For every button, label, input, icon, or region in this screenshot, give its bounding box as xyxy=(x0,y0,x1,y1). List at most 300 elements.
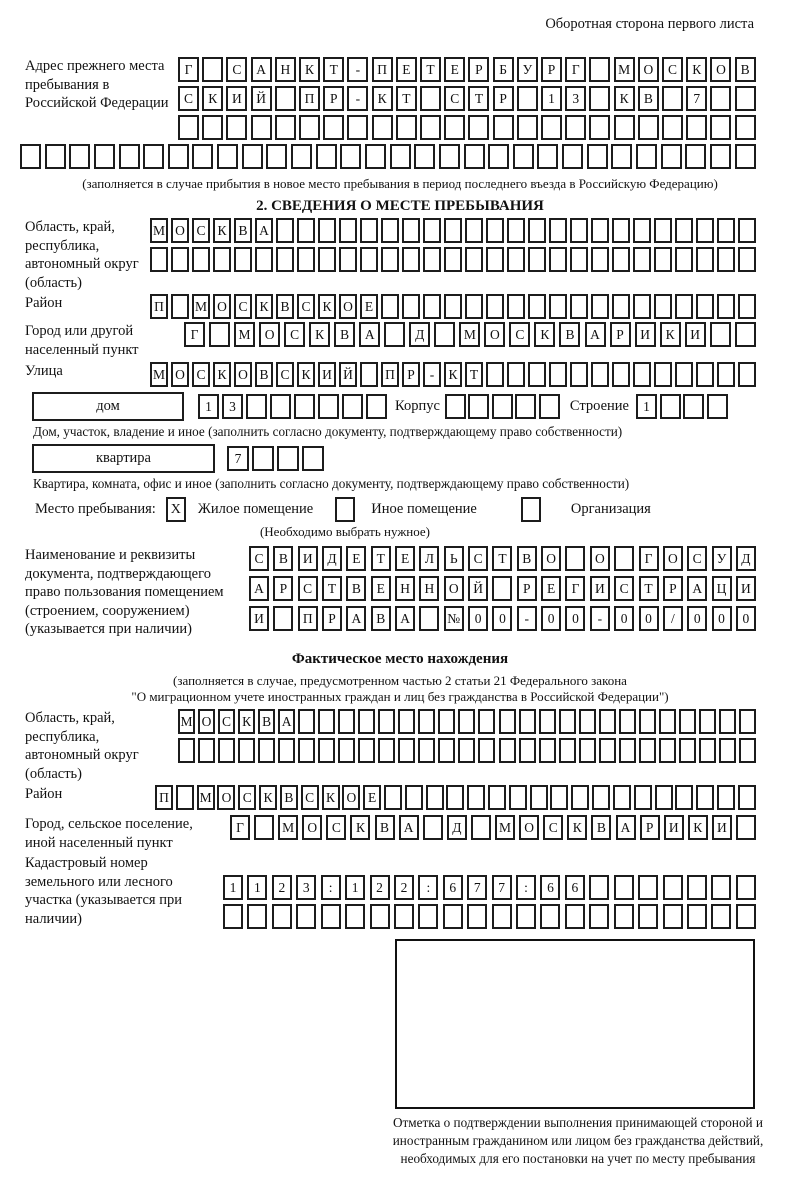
form-cell: Д xyxy=(736,546,756,571)
form-cell: О xyxy=(710,57,731,82)
form-cell xyxy=(251,115,272,140)
form-cell xyxy=(402,294,420,319)
form-cell: О xyxy=(339,294,357,319)
form-cell xyxy=(719,709,736,734)
form-cell: 3 xyxy=(565,86,586,111)
form-cell xyxy=(509,785,527,810)
form-cell xyxy=(378,709,395,734)
form-cell: 2 xyxy=(272,875,292,900)
form-cell: № xyxy=(444,606,464,631)
region-row-2 xyxy=(150,247,756,272)
form-cell: В xyxy=(591,815,611,840)
form-cell: П xyxy=(372,57,393,82)
form-cell xyxy=(719,738,736,763)
form-cell xyxy=(662,115,683,140)
form-cell xyxy=(360,362,378,387)
form-cell xyxy=(675,362,693,387)
form-cell: Г xyxy=(639,546,659,571)
form-cell: О xyxy=(519,815,539,840)
form-cell xyxy=(591,218,609,243)
form-cell xyxy=(696,218,714,243)
form-cell: 1 xyxy=(345,875,365,900)
form-cell xyxy=(699,738,716,763)
form-cell: С xyxy=(614,576,634,601)
form-cell: 6 xyxy=(443,875,463,900)
form-cell xyxy=(549,362,567,387)
form-cell xyxy=(710,115,731,140)
form-cell: К xyxy=(614,86,635,111)
form-cell: 6 xyxy=(565,875,585,900)
form-cell xyxy=(467,785,485,810)
form-cell xyxy=(358,738,375,763)
form-cell xyxy=(736,904,756,929)
form-cell xyxy=(438,709,455,734)
form-cell xyxy=(275,86,296,111)
form-cell: К xyxy=(686,57,707,82)
stroenie-label: Строение xyxy=(569,398,629,415)
form-cell xyxy=(492,576,512,601)
form-cell: К xyxy=(213,362,231,387)
prev-address-row-3 xyxy=(178,115,756,140)
form-cell xyxy=(717,785,735,810)
form-cell: М xyxy=(150,218,168,243)
form-cell xyxy=(398,738,415,763)
form-cell: М xyxy=(614,57,635,82)
form-cell: 2 xyxy=(394,875,414,900)
street-field xyxy=(25,362,800,387)
checkbox-organization xyxy=(521,497,541,522)
form-cell xyxy=(465,218,483,243)
form-cell: 1 xyxy=(198,394,219,419)
form-cell: 3 xyxy=(296,875,316,900)
form-cell xyxy=(360,247,378,272)
form-cell xyxy=(570,247,588,272)
form-cell xyxy=(639,709,656,734)
form-cell xyxy=(202,115,223,140)
prev-address-label: Адрес прежнего места пребывания в Российской Федерации xyxy=(25,58,169,112)
form-cell xyxy=(633,247,651,272)
form-cell xyxy=(565,115,586,140)
house-caption: Дом, участок, владение и иное (заполнить согласно документу, подтверждающему право собственности) xyxy=(33,424,623,440)
form-cell xyxy=(519,738,536,763)
form-cell xyxy=(414,144,435,169)
form-cell xyxy=(396,115,417,140)
form-cell xyxy=(614,546,634,571)
form-cell: А xyxy=(359,322,380,347)
form-cell: А xyxy=(395,606,415,631)
form-cell xyxy=(45,144,66,169)
form-cell xyxy=(445,394,466,419)
form-cell: В xyxy=(234,218,252,243)
form-cell xyxy=(633,362,651,387)
form-cell: К xyxy=(534,322,555,347)
form-cell xyxy=(570,218,588,243)
other-premises-label: Иное помещение xyxy=(371,501,477,518)
form-cell xyxy=(192,247,210,272)
form-cell: С xyxy=(178,86,199,111)
form-cell xyxy=(318,247,336,272)
form-cell: Г xyxy=(178,57,199,82)
form-cell: С xyxy=(298,576,318,601)
form-cell xyxy=(539,738,556,763)
form-cell: А xyxy=(278,709,295,734)
form-cell xyxy=(571,785,589,810)
form-cell xyxy=(358,709,375,734)
stay-type-label: Место пребывания: xyxy=(35,501,156,518)
form-cell xyxy=(735,86,756,111)
form-cell: К xyxy=(309,322,330,347)
apartment-row xyxy=(32,444,800,473)
form-cell: И xyxy=(712,815,732,840)
form-cell xyxy=(266,144,287,169)
form-cell xyxy=(663,904,683,929)
form-cell xyxy=(738,785,756,810)
form-cell xyxy=(587,144,608,169)
apartment-cells xyxy=(227,446,324,471)
form-cell xyxy=(679,738,696,763)
form-cell: В xyxy=(346,576,366,601)
form-cell xyxy=(150,247,168,272)
form-cell xyxy=(418,738,435,763)
form-cell: В xyxy=(735,57,756,82)
form-cell xyxy=(516,904,536,929)
form-cell: И xyxy=(685,322,706,347)
form-cell xyxy=(218,738,235,763)
form-cell: С xyxy=(297,294,315,319)
form-cell: 7 xyxy=(227,446,249,471)
form-cell xyxy=(438,738,455,763)
form-cell xyxy=(276,247,294,272)
form-cell xyxy=(659,738,676,763)
form-cell xyxy=(614,904,634,929)
form-cell: Е xyxy=(541,576,561,601)
form-cell: 1 xyxy=(223,875,243,900)
form-cell xyxy=(513,144,534,169)
form-cell xyxy=(591,362,609,387)
form-cell xyxy=(696,247,714,272)
form-cell xyxy=(570,362,588,387)
form-cell xyxy=(549,247,567,272)
form-cell: В xyxy=(559,322,580,347)
form-cell xyxy=(528,218,546,243)
form-cell xyxy=(316,144,337,169)
form-cell: А xyxy=(687,576,707,601)
actual-district-field xyxy=(25,785,800,810)
actual-city-row xyxy=(230,815,756,840)
form-cell xyxy=(255,247,273,272)
form-cell: Е xyxy=(395,546,415,571)
actual-district-row xyxy=(155,785,756,810)
form-cell: В xyxy=(375,815,395,840)
form-cell xyxy=(612,247,630,272)
form-cell: Т xyxy=(420,57,441,82)
actual-location-note-2: "О миграционном учете иностранных граждан и лиц без гражданства в Российской Федерации") xyxy=(131,689,669,705)
form-cell xyxy=(655,785,673,810)
form-cell: С xyxy=(234,294,252,319)
form-cell: Е xyxy=(360,294,378,319)
form-cell xyxy=(381,294,399,319)
form-cell: С xyxy=(284,322,305,347)
actual-location-title: Фактическое место нахождения xyxy=(291,651,509,668)
form-cell xyxy=(381,218,399,243)
form-cell: О xyxy=(217,785,235,810)
city-field xyxy=(25,322,800,359)
form-cell: С xyxy=(444,86,465,111)
prev-address-row-4 xyxy=(20,144,756,169)
form-cell: К xyxy=(688,815,708,840)
form-cell xyxy=(423,294,441,319)
form-cell: Т xyxy=(396,86,417,111)
form-cell xyxy=(339,218,357,243)
stamp-caption: Отметка о подтверждении выполнения принимающей стороной и иностранным гражданином или лицом без гражданства действий, необходимых для его постановки на учет по месту пребывания xyxy=(392,1115,764,1166)
cadastral-row-2 xyxy=(223,904,756,929)
checkbox-other-premises xyxy=(335,497,355,522)
form-cell xyxy=(272,904,292,929)
form-cell xyxy=(675,247,693,272)
form-cell: С xyxy=(662,57,683,82)
form-cell xyxy=(278,738,295,763)
form-cell: Р xyxy=(468,57,489,82)
form-cell xyxy=(735,115,756,140)
form-cell xyxy=(717,247,735,272)
form-cell xyxy=(471,815,491,840)
prev-address-field xyxy=(25,57,800,140)
form-cell: М xyxy=(278,815,298,840)
form-cell xyxy=(654,294,672,319)
form-cell: Т xyxy=(492,546,512,571)
form-cell xyxy=(540,904,560,929)
form-cell: К xyxy=(238,709,255,734)
form-cell xyxy=(176,785,194,810)
form-cell xyxy=(550,785,568,810)
form-cell: С xyxy=(301,785,319,810)
form-cell xyxy=(633,294,651,319)
form-cell xyxy=(277,446,299,471)
form-cell: С xyxy=(192,362,210,387)
form-cell xyxy=(238,738,255,763)
form-cell xyxy=(493,115,514,140)
form-cell: О xyxy=(590,546,610,571)
form-cell xyxy=(443,904,463,929)
form-cell: Р xyxy=(322,606,342,631)
city-label: Город или другой населенный пункт xyxy=(25,323,139,358)
form-cell xyxy=(213,247,231,272)
form-cell xyxy=(242,144,263,169)
form-cell xyxy=(591,247,609,272)
form-cell xyxy=(696,362,714,387)
form-cell xyxy=(686,115,707,140)
form-cell xyxy=(663,875,683,900)
form-cell xyxy=(468,115,489,140)
form-cell xyxy=(298,709,315,734)
form-cell: П xyxy=(381,362,399,387)
form-cell xyxy=(717,294,735,319)
form-cell: М xyxy=(150,362,168,387)
form-cell xyxy=(738,218,756,243)
form-cell xyxy=(654,362,672,387)
form-cell xyxy=(420,115,441,140)
form-cell: Й xyxy=(468,576,488,601)
form-cell: Д xyxy=(322,546,342,571)
form-cell xyxy=(390,144,411,169)
form-cell: А xyxy=(255,218,273,243)
form-cell xyxy=(486,362,504,387)
form-cell: Т xyxy=(468,86,489,111)
form-cell xyxy=(738,294,756,319)
form-cell xyxy=(478,738,495,763)
form-cell: В xyxy=(334,322,355,347)
form-cell xyxy=(223,904,243,929)
form-cell xyxy=(683,394,704,419)
form-cell: - xyxy=(590,606,610,631)
document-row-3 xyxy=(249,606,756,631)
form-cell xyxy=(394,904,414,929)
form-cell xyxy=(717,218,735,243)
form-cell: - xyxy=(347,57,368,82)
form-cell: 0 xyxy=(639,606,659,631)
form-cell: М xyxy=(192,294,210,319)
form-cell xyxy=(735,322,756,347)
actual-location-note-1: (заполняется в случае, предусмотренном частью 2 статьи 21 Федерального закона xyxy=(173,673,627,689)
form-cell xyxy=(636,144,657,169)
form-cell: О xyxy=(171,218,189,243)
form-cell: К xyxy=(318,294,336,319)
form-cell: 1 xyxy=(636,394,657,419)
form-cell: В xyxy=(255,362,273,387)
form-cell xyxy=(296,904,316,929)
form-cell xyxy=(381,247,399,272)
actual-region-field xyxy=(25,709,800,783)
form-cell xyxy=(570,294,588,319)
form-cell xyxy=(613,785,631,810)
form-cell: К xyxy=(299,57,320,82)
form-cell: О xyxy=(198,709,215,734)
actual-region-row-1 xyxy=(178,709,756,734)
form-cell: А xyxy=(585,322,606,347)
form-cell: К xyxy=(372,86,393,111)
form-cell: О xyxy=(213,294,231,319)
form-cell: К xyxy=(322,785,340,810)
document-row-1 xyxy=(249,546,756,571)
form-cell: - xyxy=(347,86,368,111)
form-cell xyxy=(378,738,395,763)
document-row-2 xyxy=(249,576,756,601)
form-cell xyxy=(119,144,140,169)
form-cell: М xyxy=(178,709,195,734)
form-cell: Г xyxy=(230,815,250,840)
form-cell xyxy=(254,815,274,840)
form-cell xyxy=(465,294,483,319)
form-cell xyxy=(634,785,652,810)
form-cell xyxy=(735,144,756,169)
form-cell: О xyxy=(484,322,505,347)
form-cell xyxy=(202,57,223,82)
form-cell: Т xyxy=(465,362,483,387)
form-cell: В xyxy=(280,785,298,810)
street-row xyxy=(150,362,756,387)
form-cell xyxy=(234,247,252,272)
region-field xyxy=(25,218,800,292)
form-cell xyxy=(318,738,335,763)
form-cell xyxy=(297,218,315,243)
form-cell: И xyxy=(635,322,656,347)
prev-address-row-1 xyxy=(178,57,756,82)
form-cell: Г xyxy=(565,576,585,601)
form-cell xyxy=(717,362,735,387)
form-cell: Е xyxy=(371,576,391,601)
form-cell: 1 xyxy=(247,875,267,900)
form-cell: Р xyxy=(610,322,631,347)
form-cell: О xyxy=(234,362,252,387)
district-field xyxy=(25,294,800,319)
form-cell: М xyxy=(197,785,215,810)
form-cell xyxy=(589,57,610,82)
form-cell xyxy=(488,785,506,810)
form-cell: С xyxy=(276,362,294,387)
document-label: Наименование и реквизиты документа, подтверждающего право пользования помещением (строением, сооружением) (указывается при наличии) xyxy=(25,547,224,638)
form-cell: У xyxy=(517,57,538,82)
form-cell xyxy=(515,394,536,419)
district-label: Район xyxy=(25,295,63,312)
form-cell xyxy=(402,247,420,272)
form-cell xyxy=(318,709,335,734)
form-cell xyxy=(321,904,341,929)
form-cell: Т xyxy=(371,546,391,571)
form-cell: Е xyxy=(363,785,381,810)
form-cell xyxy=(299,115,320,140)
form-cell xyxy=(366,394,387,419)
form-cell xyxy=(340,144,361,169)
form-cell xyxy=(468,394,489,419)
form-cell: 7 xyxy=(467,875,487,900)
form-cell: 0 xyxy=(541,606,561,631)
form-cell: Н xyxy=(275,57,296,82)
form-cell xyxy=(384,322,405,347)
form-cell: А xyxy=(249,576,269,601)
form-cell: 1 xyxy=(541,86,562,111)
form-cell xyxy=(384,785,402,810)
form-cell: У xyxy=(712,546,732,571)
form-cell xyxy=(486,247,504,272)
actual-region-row-2 xyxy=(178,738,756,763)
house-row xyxy=(32,392,800,421)
form-cell xyxy=(465,247,483,272)
form-cell xyxy=(638,875,658,900)
form-cell xyxy=(687,875,707,900)
form-cell xyxy=(528,247,546,272)
form-cell: Р xyxy=(541,57,562,82)
form-cell: 0 xyxy=(736,606,756,631)
form-cell xyxy=(226,115,247,140)
form-cell xyxy=(458,738,475,763)
form-cell: С xyxy=(218,709,235,734)
form-cell: И xyxy=(664,815,684,840)
house-box-label: дом xyxy=(32,392,184,421)
form-cell: С xyxy=(687,546,707,571)
form-cell xyxy=(360,218,378,243)
form-cell xyxy=(612,294,630,319)
form-cell xyxy=(565,904,585,929)
document-field xyxy=(25,546,800,639)
form-cell xyxy=(258,738,275,763)
form-cell xyxy=(420,86,441,111)
form-cell: К xyxy=(202,86,223,111)
form-cell xyxy=(464,144,485,169)
form-cell: Г xyxy=(184,322,205,347)
form-cell xyxy=(499,709,516,734)
form-cell: 7 xyxy=(492,875,512,900)
form-cell xyxy=(444,218,462,243)
